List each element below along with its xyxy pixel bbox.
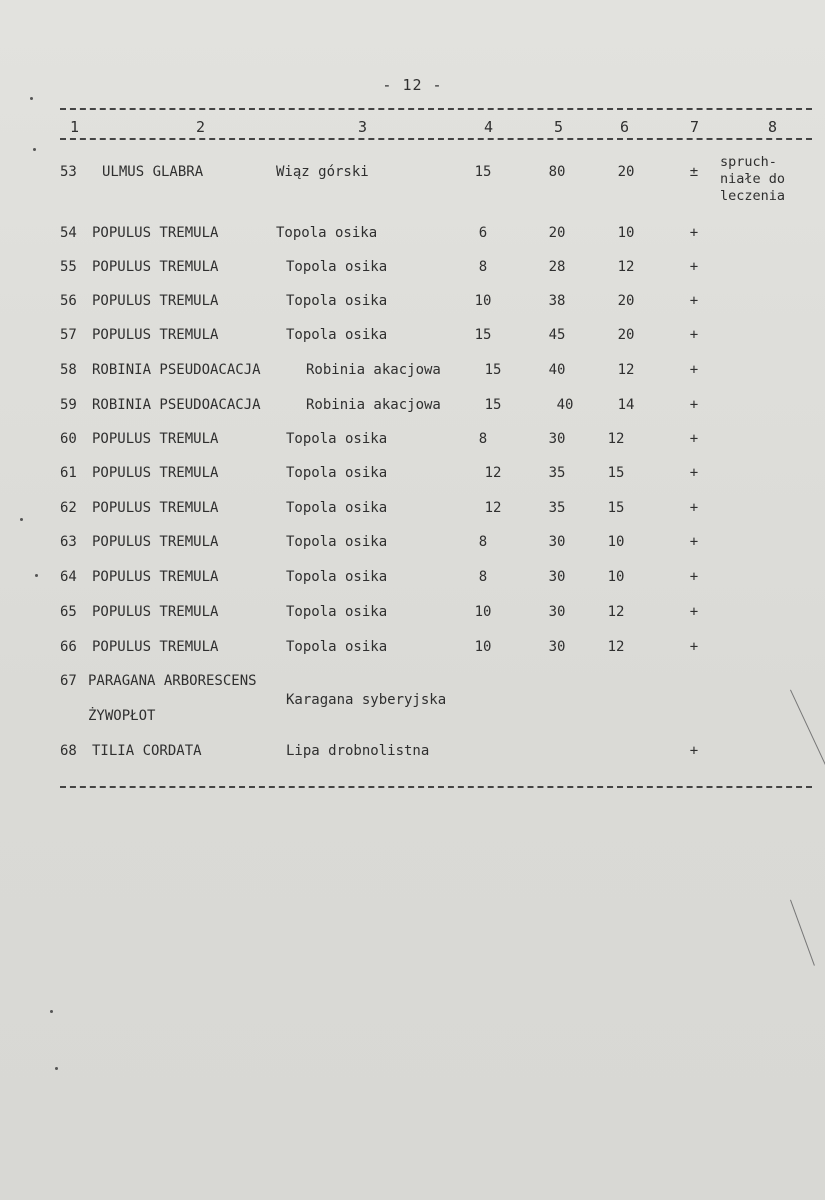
table-row (0, 604, 825, 628)
col-7-value: + (689, 569, 699, 585)
table-row (0, 164, 825, 188)
table-row (0, 569, 825, 593)
row-number: 57 (60, 327, 77, 343)
table-row (0, 534, 825, 558)
col-6-value: 15 (607, 500, 625, 516)
page-number: - 12 - (382, 76, 443, 94)
col-5-value: 30 (548, 604, 566, 620)
polish-name: Lipa drobnolistna (286, 743, 430, 759)
row-number: 54 (60, 225, 77, 241)
col-4-value: 15 (484, 397, 502, 413)
latin-name: POPULUS TREMULA (92, 639, 219, 655)
col-5-value: 30 (548, 431, 566, 447)
table-row (0, 397, 825, 421)
col-5-value: 40 (548, 362, 566, 378)
table-row (0, 259, 825, 283)
header-col-2: 2 (196, 118, 206, 136)
row-number: 65 (60, 604, 77, 620)
header-col-7: 7 (690, 118, 700, 136)
polish-name: Robinia akacjowa (306, 397, 441, 413)
table-row (0, 431, 825, 455)
row-number: 59 (60, 397, 77, 413)
polish-name: Topola osika (276, 225, 378, 241)
col-7-value: + (689, 397, 699, 413)
latin-name: POPULUS TREMULA (92, 259, 219, 275)
row-number: 67 (60, 673, 77, 689)
col-6-value: 10 (607, 569, 625, 585)
col-5-value: 35 (548, 465, 566, 481)
scan-speck (50, 1010, 53, 1013)
latin-name: ROBINIA PSEUDOACACJA (92, 397, 261, 413)
latin-name: POPULUS TREMULA (92, 465, 219, 481)
scan-speck (20, 518, 23, 521)
col-7-value: + (689, 743, 699, 759)
polish-name: Topola osika (286, 431, 388, 447)
row-number: 53 (60, 164, 77, 180)
row-number: 55 (60, 259, 77, 275)
col-7-value: + (689, 362, 699, 378)
table-row (0, 293, 825, 317)
col-4-value: 8 (478, 534, 488, 550)
latin-name: POPULUS TREMULA (92, 500, 219, 516)
col-6-value: 20 (617, 164, 635, 180)
bottom-rule (60, 786, 812, 788)
col-7-value: + (689, 465, 699, 481)
top-rule (60, 108, 812, 110)
latin-name: POPULUS TREMULA (92, 327, 219, 343)
col-6-value: 14 (617, 397, 635, 413)
col-6-value: 20 (617, 327, 635, 343)
col-4-value: 15 (474, 164, 492, 180)
table-row (0, 500, 825, 524)
header-col-3: 3 (358, 118, 368, 136)
row-number: 58 (60, 362, 77, 378)
col-5-value: 40 (556, 397, 574, 413)
col-7-value: ± (689, 164, 699, 180)
table-row (0, 327, 825, 351)
latin-name: POPULUS TREMULA (92, 293, 219, 309)
col-6-value: 10 (617, 225, 635, 241)
col-4-value: 10 (474, 293, 492, 309)
header-rule (60, 138, 812, 140)
row-number: 62 (60, 500, 77, 516)
latin-name: POPULUS TREMULA (92, 604, 219, 620)
table-row (0, 743, 825, 767)
header-col-5: 5 (554, 118, 564, 136)
col-6-value: 12 (607, 604, 625, 620)
polish-name: Topola osika (286, 465, 388, 481)
col-7-value: + (689, 500, 699, 516)
row-number: 63 (60, 534, 77, 550)
row-extra-text: ŻYWOPŁOT (88, 708, 156, 724)
latin-name: PARAGANA ARBORESCENS (88, 673, 257, 689)
scan-speck (55, 1067, 58, 1070)
scan-speck (33, 148, 36, 151)
col-5-value: 30 (548, 534, 566, 550)
col-7-value: + (689, 327, 699, 343)
latin-name: ROBINIA PSEUDOACACJA (92, 362, 261, 378)
header-col-1: 1 (70, 118, 80, 136)
col-5-value: 35 (548, 500, 566, 516)
note-text: spruch- niałe do leczenia (720, 154, 786, 204)
scan-speck (35, 574, 38, 577)
table-row (0, 362, 825, 386)
scan-crease (790, 900, 815, 966)
col-5-value: 28 (548, 259, 566, 275)
header-col-4: 4 (484, 118, 494, 136)
col-6-value: 12 (607, 431, 625, 447)
col-6-value: 12 (617, 362, 635, 378)
latin-name: POPULUS TREMULA (92, 431, 219, 447)
col-7-value: + (689, 259, 699, 275)
col-4-value: 10 (474, 639, 492, 655)
table-row (0, 465, 825, 489)
col-6-value: 15 (607, 465, 625, 481)
col-5-value: 30 (548, 569, 566, 585)
header-col-6: 6 (620, 118, 630, 136)
col-6-value: 20 (617, 293, 635, 309)
row-number: 56 (60, 293, 77, 309)
polish-name: Wiąz górski (276, 164, 369, 180)
col-6-value: 10 (607, 534, 625, 550)
col-7-value: + (689, 534, 699, 550)
col-4-value: 8 (478, 259, 488, 275)
table-row (0, 225, 825, 249)
col-4-value: 15 (484, 362, 502, 378)
latin-name: TILIA CORDATA (92, 743, 202, 759)
col-4-value: 12 (484, 500, 502, 516)
row-number: 61 (60, 465, 77, 481)
col-4-value: 10 (474, 604, 492, 620)
header-col-8: 8 (768, 118, 778, 136)
polish-name: Karagana syberyjska (286, 692, 447, 708)
col-6-value: 12 (607, 639, 625, 655)
col-5-value: 80 (548, 164, 566, 180)
table-row (0, 639, 825, 663)
row-number: 68 (60, 743, 77, 759)
row-number: 64 (60, 569, 77, 585)
polish-name: Topola osika (286, 500, 388, 516)
polish-name: Topola osika (286, 259, 388, 275)
col-5-value: 45 (548, 327, 566, 343)
polish-name: Topola osika (286, 534, 388, 550)
latin-name: POPULUS TREMULA (92, 569, 219, 585)
row-number: 60 (60, 431, 77, 447)
col-4-value: 8 (478, 431, 488, 447)
polish-name: Robinia akacjowa (306, 362, 441, 378)
col-4-value: 15 (474, 327, 492, 343)
polish-name: Topola osika (286, 639, 388, 655)
latin-name: POPULUS TREMULA (92, 534, 219, 550)
col-7-value: + (689, 604, 699, 620)
scan-speck (30, 97, 33, 100)
col-5-value: 20 (548, 225, 566, 241)
col-6-value: 12 (617, 259, 635, 275)
polish-name: Topola osika (286, 293, 388, 309)
polish-name: Topola osika (286, 604, 388, 620)
col-5-value: 30 (548, 639, 566, 655)
col-7-value: + (689, 639, 699, 655)
col-4-value: 8 (478, 569, 488, 585)
col-7-value: + (689, 293, 699, 309)
col-7-value: + (689, 431, 699, 447)
latin-name: POPULUS TREMULA (92, 225, 219, 241)
col-4-value: 6 (478, 225, 488, 241)
col-7-value: + (689, 225, 699, 241)
col-5-value: 38 (548, 293, 566, 309)
col-4-value: 12 (484, 465, 502, 481)
polish-name: Topola osika (286, 569, 388, 585)
polish-name: Topola osika (286, 327, 388, 343)
row-number: 66 (60, 639, 77, 655)
latin-name: ULMUS GLABRA (102, 164, 204, 180)
